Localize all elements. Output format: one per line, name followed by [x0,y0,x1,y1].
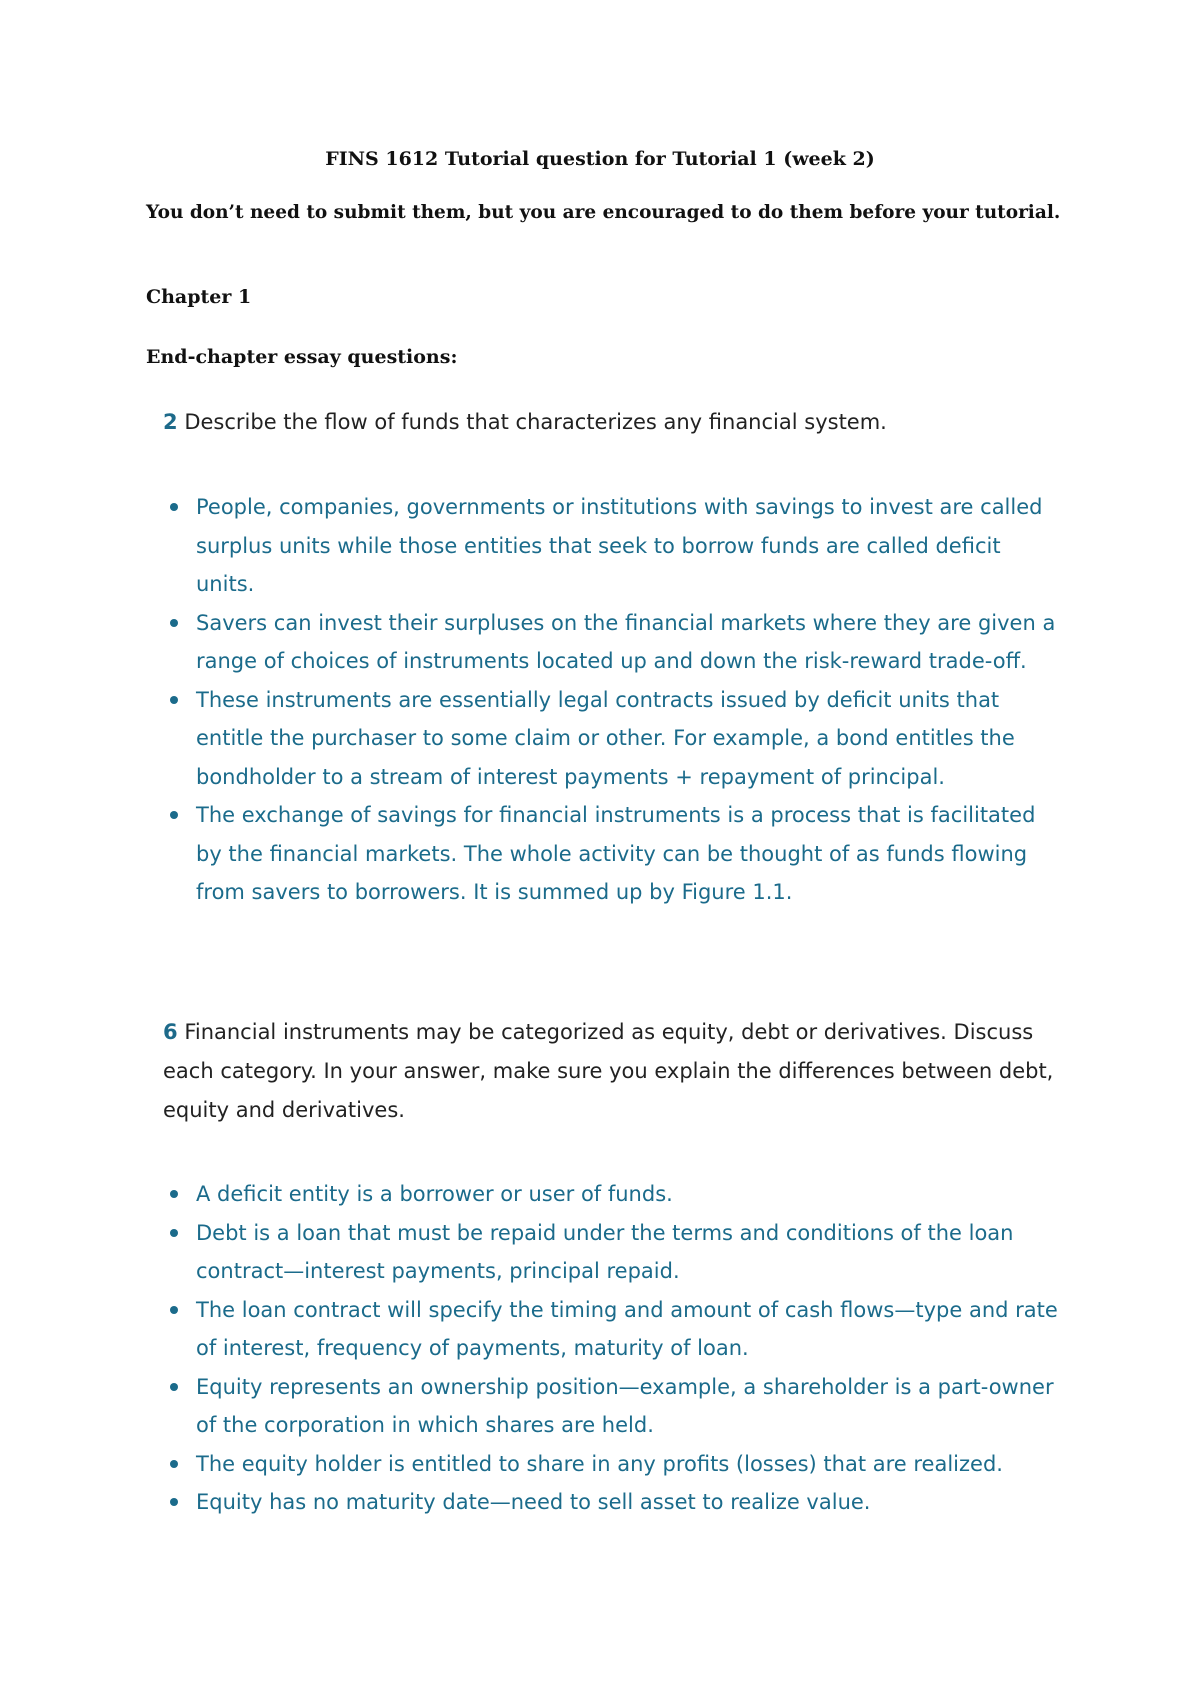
answer-text: Debt is a loan that must be repaid under the terms and conditions of the loan contract—interest payments, principal repaid. [196,1220,1014,1283]
list-item [163,1483,1063,1522]
list-item [163,681,1063,797]
document-title: FINS 1612 Tutorial question for Tutorial 1 (week 2) [325,148,875,170]
bullet-icon [170,503,178,511]
answer-text: The exchange of savings for financial instruments is a process that is facilitated by the financial markets. The whole activity can be thought of as funds flowing from savers to borrowers. It is summed up by Figure 1.1. [196,803,1036,904]
bullet-icon [170,1460,178,1468]
list-item [163,1175,1063,1214]
bullet-icon [170,1306,178,1314]
answer-list-q2 [163,488,1063,912]
list-item [163,1214,1063,1291]
answer-text: The equity holder is entitled to share in any profits (losses) that are realized. [196,1451,1003,1476]
list-item [163,1368,1063,1445]
question-text: Describe the flow of funds that characterizes any financial system. [184,410,887,434]
bullet-icon [170,1383,178,1391]
answer-text: People, companies, governments or institutions with savings to invest are called surplus units while those entities that seek to borrow funds are called deficit units. [196,495,1043,596]
list-item [163,1291,1063,1368]
list-item [163,488,1063,604]
section-heading: End-chapter essay questions: [146,346,458,368]
answer-text: A deficit entity is a borrower or user of funds. [196,1182,673,1206]
answer-text: These instruments are essentially legal contracts issued by deficit units that entitle the purchaser to some claim or other. For example, a bond entitles the bondholder to a stream of interest payments + repayment of principal. [196,687,1015,789]
bullet-icon [170,1190,178,1198]
list-item [163,1445,1063,1484]
bullet-icon [170,1229,178,1237]
question-2 [163,403,1063,442]
list-item [163,796,1063,912]
answer-text: The loan contract will specify the timing and amount of cash flows—type and rate of interest, frequency of payments, maturity of loan. [196,1297,1058,1360]
bullet-icon [170,1498,178,1506]
question-number: 2 [163,410,178,434]
answer-text: Equity represents an ownership position—example, a shareholder is a part-owner of the corporation in which shares are held. [196,1374,1054,1437]
bullet-icon [170,696,178,704]
list-item [163,604,1063,681]
bullet-icon [170,811,178,819]
bullet-icon [170,619,178,627]
answer-text: Equity has no maturity date—need to sell asset to realize value. [196,1490,871,1514]
answer-text: Savers can invest their surpluses on the financial markets where they are given a range of choices of instruments located up and down the risk-reward trade-off. [196,610,1056,673]
question-text: Financial instruments may be categorized as equity, debt or derivatives. Discuss each category. In your answer, make sure you explain the differences between debt, equity and derivatives. [163,1020,1054,1122]
chapter-heading: Chapter 1 [146,286,252,308]
answer-list-q6 [163,1175,1063,1522]
question-number: 6 [163,1020,178,1044]
intro-note: You don’t need to submit them, but you are encouraged to do them before your tutorial. [146,202,1061,223]
question-6 [163,1013,1063,1130]
